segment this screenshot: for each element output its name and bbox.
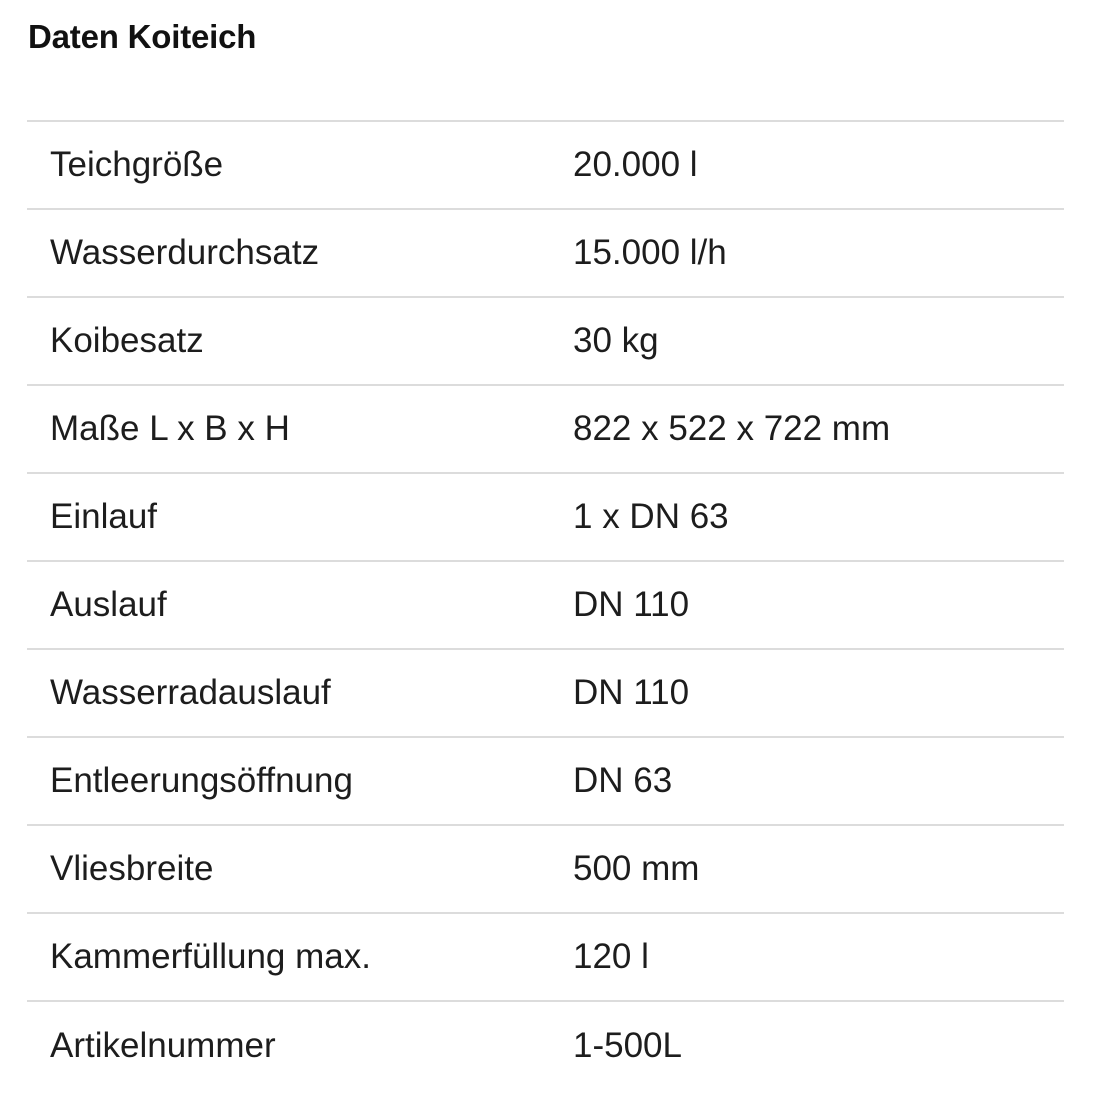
table-row bbox=[27, 297, 1064, 385]
spec-label: Vliesbreite bbox=[50, 849, 214, 888]
table-row bbox=[27, 825, 1064, 913]
table-row bbox=[27, 473, 1064, 561]
spec-label: Teichgröße bbox=[50, 145, 224, 184]
table-row bbox=[27, 1001, 1064, 1089]
spec-value: 500 mm bbox=[573, 849, 700, 888]
table-row bbox=[27, 913, 1064, 1001]
spec-label: Wasserradauslauf bbox=[50, 673, 331, 712]
spec-label: Entleerungsöffnung bbox=[50, 761, 353, 800]
spec-value: 30 kg bbox=[573, 321, 659, 360]
spec-value: 1 x DN 63 bbox=[573, 497, 729, 536]
spec-label: Maße L x B x H bbox=[50, 409, 290, 448]
spec-value: 120 l bbox=[573, 937, 649, 976]
spec-value: DN 63 bbox=[573, 761, 673, 800]
spec-value: 1-500L bbox=[573, 1025, 682, 1065]
table-row bbox=[27, 737, 1064, 825]
table-row bbox=[27, 561, 1064, 649]
spec-label: Einlauf bbox=[50, 497, 158, 536]
table-row bbox=[27, 209, 1064, 297]
spec-label: Artikelnummer bbox=[50, 1025, 276, 1065]
spec-value: DN 110 bbox=[573, 673, 690, 712]
spec-value: DN 110 bbox=[573, 585, 690, 624]
spec-label: Wasserdurchsatz bbox=[50, 233, 320, 272]
table-row bbox=[27, 385, 1064, 473]
spec-label: Koibesatz bbox=[50, 321, 204, 360]
spec-table bbox=[27, 120, 1064, 1089]
spec-value: 20.000 l bbox=[573, 145, 698, 184]
spec-value: 15.000 l/h bbox=[573, 233, 727, 272]
spec-label: Auslauf bbox=[50, 585, 167, 624]
section-heading: Daten Koiteich bbox=[28, 18, 257, 55]
table-row bbox=[27, 121, 1064, 209]
table-row bbox=[27, 649, 1064, 737]
spec-value: 822 x 522 x 722 mm bbox=[573, 409, 891, 448]
spec-label: Kammerfüllung max. bbox=[50, 937, 371, 976]
